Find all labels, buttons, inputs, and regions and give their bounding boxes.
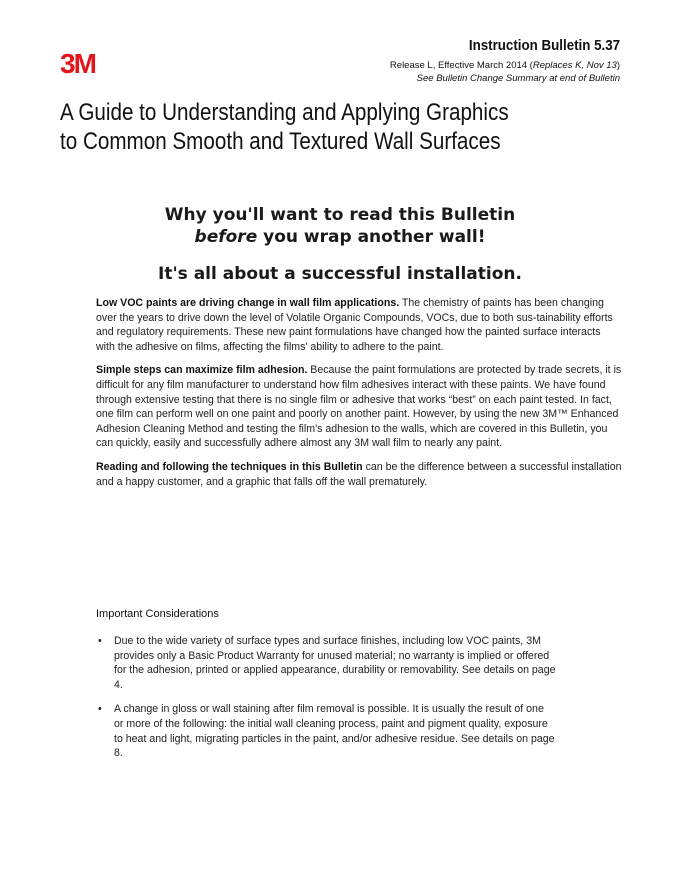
bullet-icon: •: [98, 635, 102, 647]
considerations-list: [96, 634, 556, 771]
hero-heading: [0, 204, 680, 248]
release-date: Release L, Effective March 2014 (: [389, 60, 533, 71]
bullet-icon: •: [98, 703, 102, 716]
paragraph-voc: [96, 296, 622, 354]
title-line-2: to Common Smooth and Textured Wall Surfaces: [60, 128, 501, 155]
intro-body: [96, 296, 622, 498]
considerations-heading: Important Considerations: [96, 608, 219, 620]
list-item: [96, 634, 556, 692]
hero-subheading: It's all about a successful installation.: [158, 264, 522, 284]
hero-line-1: Why you'll want to read this Bulletin: [164, 205, 516, 225]
hero-line-2-rest: you wrap another wall!: [257, 227, 486, 247]
hero-emphasis: before: [194, 227, 258, 247]
paragraph-adhesion: [96, 363, 622, 451]
paragraph-text: Because the paint formulations are protected by trade secrets, it is difficult for any film manufacturer to understand how film adhesives interact with these paints. We have found through extensive testing that there is no single film or adhesive that works “best” on each paint tested. In fact, one film can perform well on one paint and poorly on another paint. However, by using the new 3M™ Enhanced Adhesion Cleaning Method and testing the film's adhesion to the walls, which are covered in this Bulletin, you can quickly, easily and successfully adhere almost any 3M wall film to nearly any paint.: [96, 364, 622, 450]
release-info: [390, 59, 620, 85]
list-item-text: Due to the wide variety of surface types and surface finishes, including low VOC paints, 3M provides only a Basic Product Warranty for unused material; no warranty is implied or offered for the adhesion, printed or applied appearance, durability or removability. See details on page 4.: [114, 635, 556, 691]
list-item-text: A change in gloss or wall staining after film removal is possible. It is usually the result of one or more of the following: the initial wall cleaning process, paint and pigment quality, exposure to heat and light, migrating particles in the paint, and/or adhesive residue. See details on page 8.: [114, 703, 555, 760]
paragraph-text: can be the difference between a successful installation and a happy customer, and a graphic that falls off the wall prematurely.: [96, 460, 622, 488]
replaces-note: Replaces K, Nov 13: [532, 60, 617, 71]
paragraph-reading: [96, 460, 622, 489]
bulletin-number: Instruction Bulletin 5.37: [468, 38, 620, 54]
release-close-paren: ): [616, 60, 620, 71]
paragraph-lead: Reading and following the techniques in this Bulletin: [96, 460, 363, 473]
page-title: [60, 98, 559, 156]
hero-line-2: [0, 226, 680, 248]
bulletin-header: [390, 38, 620, 85]
3m-logo: 3M: [60, 48, 95, 79]
paragraph-lead: Simple steps can maximize film adhesion.: [96, 364, 308, 377]
paragraph-lead: Low VOC paints are driving change in wall film applications.: [96, 297, 400, 309]
title-line-1: A Guide to Understanding and Applying Graphics: [60, 99, 509, 126]
change-summary-note: See Bulletin Change Summary at end of Bulletin: [416, 73, 620, 84]
list-item: [96, 702, 556, 760]
paragraph-text: The chemistry of paints has been changing over the years to drive down the level of Volatile Organic Compounds, VOCs, due to both sus-tainability efforts and regulatory requirements. These new paint formulations have changed how the painted surface interacts with the adhesive on films, affecting the films' ability to adhere to the paint.: [96, 297, 613, 353]
